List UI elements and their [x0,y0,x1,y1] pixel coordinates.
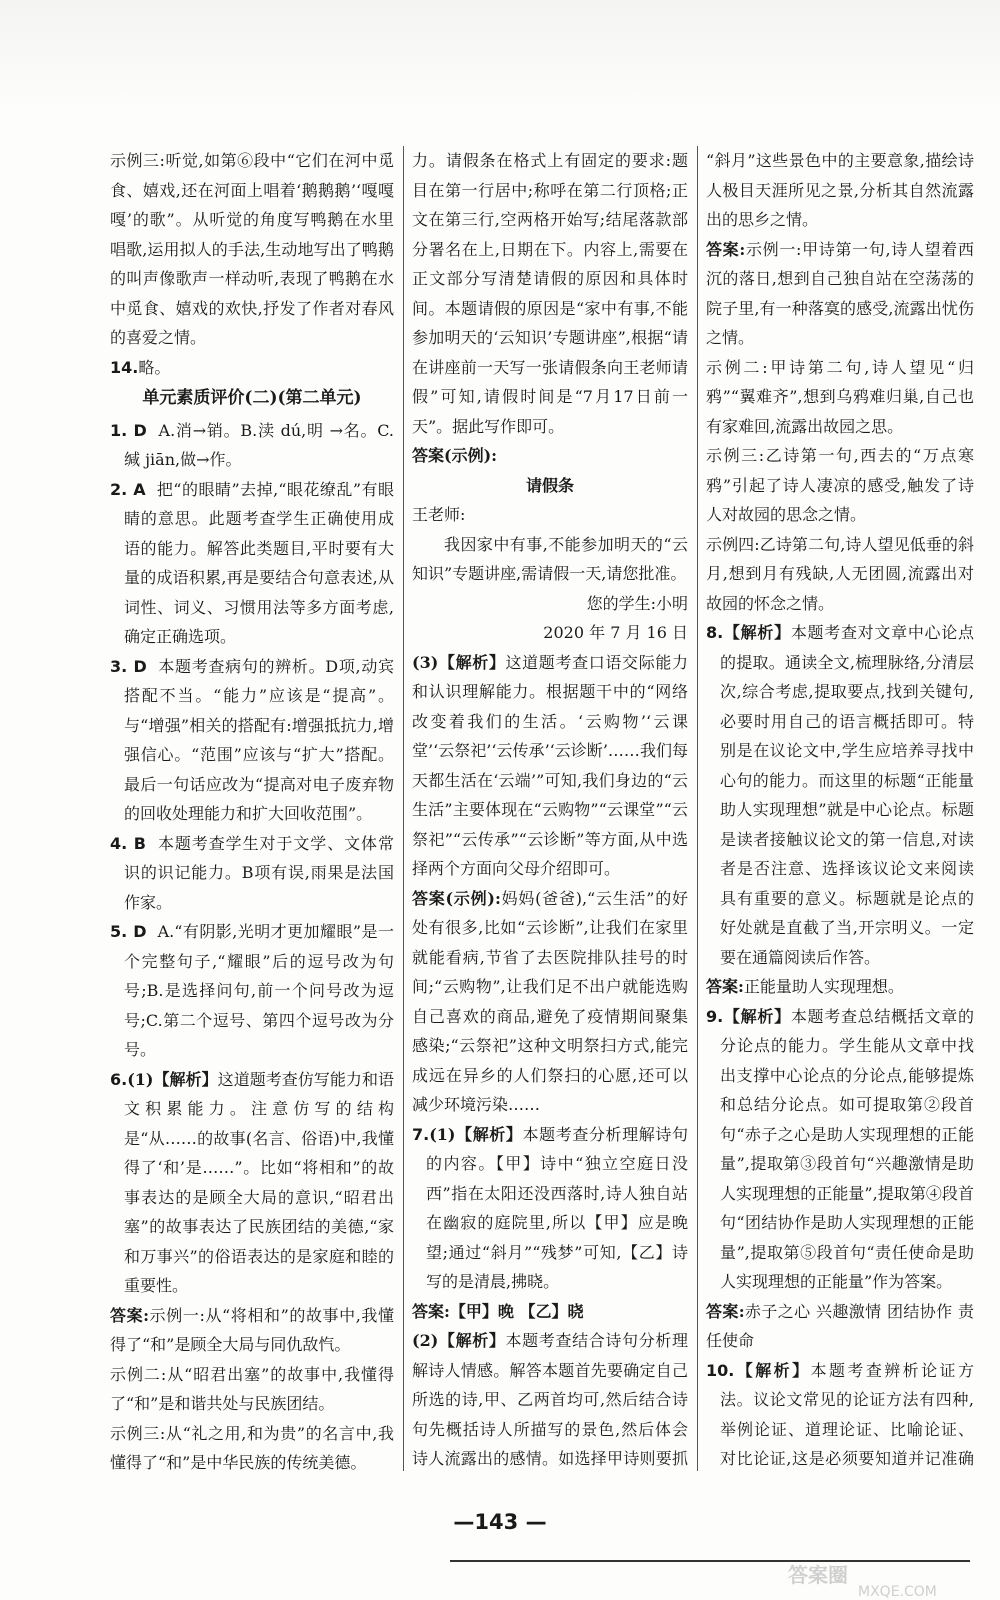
question-text: 这道题考查仿写能力和语文积累能力。注意仿写的结构是“从……的故事(名言、俗语)中,我懂得了‘和’是……”。比如“将相和”的故事表达的是顾全大局的意识,“昭君出塞”的故事表达了民族团结的美德,“家和万事兴”的俗语表达的是家庭和睦的重要性。 [124,1069,394,1295]
analysis-tag: (1)【解析】 [429,1124,523,1144]
leave-note-date: 2020 年 7 月 16 日 [543,623,688,642]
question-number: 4. B [110,833,146,853]
analysis-paragraph [412,1326,688,1476]
leave-note-body: 我因家中有事,不能参加明天的“云知识”专题讲座,需请假一天,请您批准。 [412,534,688,583]
answer-example: 示例二:从“昭君出塞”的故事中,我懂得了“和”是和谐共处与民族团结。 [110,1364,394,1413]
watermark-logo-text: 答案圈 [788,1563,848,1587]
question-text: 本题考查总结概括文章的分论点的能力。学生能从文章中找出支撑中心论点的分论点,能够提炼和总结分论点。如可提取第②段首句“赤子之心是助人实现理想的正能量”,提取第③段首句“兴趣激情是助人实现理想的正能量”,提取第④段首句“团结协作是助人实现理想的正能量”,提取第⑤段首句“责任使命是助人实现理想的正能量”作为答案。 [720,1006,974,1291]
column-left [110,146,394,1476]
page-top-margin [0,0,1000,110]
answer-line [412,1297,688,1327]
analysis-tag: (1)【解析】 [127,1069,218,1089]
question-8 [706,618,974,972]
answer-example: 示例一:从“将相和”的故事中,我懂得了“和”是顾全大局与同仇敌忾。 [110,1305,394,1354]
answer-text: 正能量助人实现理想。 [743,977,904,996]
analysis-tag: 【解析】 [734,1360,811,1380]
answer-label: 答案: [706,239,746,259]
question-1 [110,416,394,475]
question-text: 本题考查辨析论证方法。议论文常见的论证方法有四种,举例论证、道理论证、比喻论证、对比论证,这是必须要知道并记准确 [720,1360,974,1468]
question-2 [110,475,394,652]
answer-label: 答案: [110,1305,150,1325]
question-14 [110,353,394,383]
question-4 [110,829,394,918]
question-5 [110,917,394,1065]
answer-line [706,235,974,353]
analysis-text: 本题考查结合诗句分析理解诗人情感。解答本题首先要确定自己所选的诗,甲、乙两首均可,然后结合诗句先概括诗人所描写的景色,然后体会诗人流露出的感情。如选择甲诗则要抓 [412,1331,688,1468]
question-9 [706,1002,974,1297]
answer-text: 【甲】晚 【乙】晓 [449,1301,584,1321]
analysis-continuation: “斜月”这些景色中的主要意象,描绘诗人极目天涯所见之景,分析其自然流露出的思乡之情。 [706,151,974,229]
answer-example: 示例一:甲诗第一句,诗人望着西沉的落日,想到自己独自站在空荡荡的院子里,有一种落寞的感受,流露出忧伤之情。 [706,239,974,347]
question-text: 本题考查病句的辨析。D项,动宾搭配不当。“能力”应该是“提高”。与“增强”相关的搭配有:增强抵抗力,增强信心。“范围”应该与“扩大”搭配。最后一句话应改为“提高对电子废弃物的回收处理能力和扩大回收范围”。 [124,656,394,823]
analysis-tag: 【解析】 [723,623,791,642]
question-number: 5. D [110,922,147,941]
page-number: —143 — [453,1510,547,1534]
answer-label: 答案(示例): [412,888,501,908]
answer-text: 妈妈(爸爸),“云生活”的好处有很多,比如“云诊断”,让我们在家里就能看病,节省了去医院排队挂号的时间;“云购物”,让我们足不出户就能选购自己喜欢的商品,避免了疫情期间聚集感染;“云祭祀”这种文明祭扫方式,能完成远在异乡的人们祭扫的心愿,还可以减少环境污染…… [412,888,688,1114]
answer-example: 示例二:甲诗第二句,诗人望见“归鸦”“翼难齐”,想到乌鸦难归巢,自己也有家难回,流露出故园之思。 [706,357,974,436]
question-text: A.消→销。B.渎 dú,明 →名。C.缄 jiān,做→作。 [124,420,394,469]
question-number: 10. [706,1360,735,1380]
analysis-text: 这道题考查口语交际能力和认识理解能力。根据题干中的“网络改变着我们的生活。‘云购物’‘云课堂’‘云祭祀’‘云传承’‘云诊断’……我们每天都生活在‘云端’”可知,我们身边的“云生活”主要体现在“云购物”“云课堂”“云祭祀”“云传承”“云诊断”等方面,从中选择两个方面向父母介绍即可。 [412,652,688,878]
analysis-paragraph [412,648,688,884]
analysis-tag: 【解析】 [723,1006,791,1026]
answer-label: 答案: [412,1301,450,1321]
question-text: 本题考查学生对于文学、文体常识的识记能力。B项有误,雨果是法国作家。 [124,833,394,912]
answer-line [706,1297,974,1356]
answer-example: 示例三:乙诗第一句,西去的“万点寒鸦”引起了诗人凄凉的感受,触发了诗人对故园的思念之情。 [706,446,974,524]
question-number: 7. [412,1124,430,1144]
question-number: 6. [110,1069,128,1089]
column-divider [697,146,698,1471]
question-number: 9. [706,1006,724,1026]
question-text: A.“有阴影,光明才更加耀眼”是一个完整句子,“耀眼”后的逗号改为句号;B.是选择问句,前一个问号改为逗号;C.第二个逗号、第四个逗号改为分号。 [124,922,394,1059]
question-number: 2. A [110,479,146,499]
column-middle [412,146,688,1476]
question-text: 本题考查分析理解诗句的内容。【甲】诗中“独立空庭日没西”指在太阳还没西落时,诗人独自站在幽寂的庭院里,所以【甲】应是晚望;通过“斜月”“残梦”可知,【乙】诗写的是清晨,拂晓。 [426,1124,688,1291]
analysis-tag: (3)【解析】 [412,652,506,672]
question-text: 略。 [138,357,171,377]
answer-example: 示例三:从“礼之用,和为贵”的名言中,我懂得了“和”是中华民族的传统美德。 [110,1423,394,1472]
question-10 [706,1356,974,1477]
question-number: 8. [706,623,724,642]
column-divider [403,146,404,1471]
watermark-site-text: MXQE.COM [858,1584,937,1600]
example-paragraph: 示例三:听觉,如第⑥段中“它们在河中觅食、嬉戏,还在河面上唱着‘鹅鹅鹅’‘嘎嘎嘎’的歌”。从听觉的角度写鸭鹅在水里唱歌,运用拟人的手法,生动地写出了鸭鹅的叫声像歌声一样动听,表现了鸭鹅在水中觅食、嬉戏的欢快,抒发了作者对春风的喜爱之情。 [110,151,394,347]
answer-label: 答案: [706,977,744,996]
answer-label: 答案(示例): [412,446,498,465]
question-6 [110,1065,394,1301]
column-right [706,146,974,1476]
leave-note-signature: 您的学生:小明 [586,593,688,613]
section-heading: 单元素质评价(二)(第二单元) [142,388,362,408]
answer-line [412,884,688,1120]
analysis-continuation: 力。请假条在格式上有固定的要求:题目在第一行居中;称呼在第二行顶格;正文在第三行,空两格开始写;结尾落款部分署名在上,日期在下。内容上,需要在正文部分写清楚请假的原因和具体时间。本题请假的原因是“家中有事,不能参加明天的‘云知识’专题讲座”,根据“请在讲座前一天写一张请假条向王老师请假”可知,请假时间是“7月17日前一天”。据此写作即可。 [412,151,688,436]
watermark-logo [780,1560,980,1600]
question-text: 本题考查对文章中心论点的提取。通读全文,梳理脉络,分清层次,综合考虑,提取要点,找到关键句,必要时用自己的语言概括即可。特别是在议论文中,学生应培养寻找中心句的能力。而这里的标题“正能量助人实现理想”就是中心论点。标题是读者接触议论文的第一信息,对读者是否注意、选择该议论文来阅读具有重要的意义。标题就是论点的好处就是直截了当,开宗明义。一定要在通篇阅读后作答。 [720,623,974,967]
question-7 [412,1120,688,1297]
leave-note-title: 请假条 [525,475,574,495]
analysis-tag: (2)【解析】 [412,1331,506,1350]
question-text: 把“的眼睛”去掉,“眼花缭乱”有眼睛的意思。此题考查学生正确使用成语的能力。解答此类题目,平时要有大量的成语积累,再是要结合句意表述,从词性、词义、习惯用法等多方面考虑,确定正确选项。 [124,479,394,646]
question-number: 1. D [110,420,147,440]
answer-text: 赤子之心 兴趣激情 团结协作 责任使命 [706,1301,974,1350]
answer-example: 示例四:乙诗第二句,诗人望见低垂的斜月,想到月有残缺,人无团圆,流露出对故园的怀念之情。 [706,534,974,613]
question-number: 3. D [110,656,147,676]
question-3 [110,652,394,829]
answer-line [110,1301,394,1360]
question-number: 14. [110,357,139,377]
leave-note-salutation: 王老师: [412,505,466,524]
answer-line [706,972,974,1002]
answer-label: 答案: [706,1301,745,1321]
